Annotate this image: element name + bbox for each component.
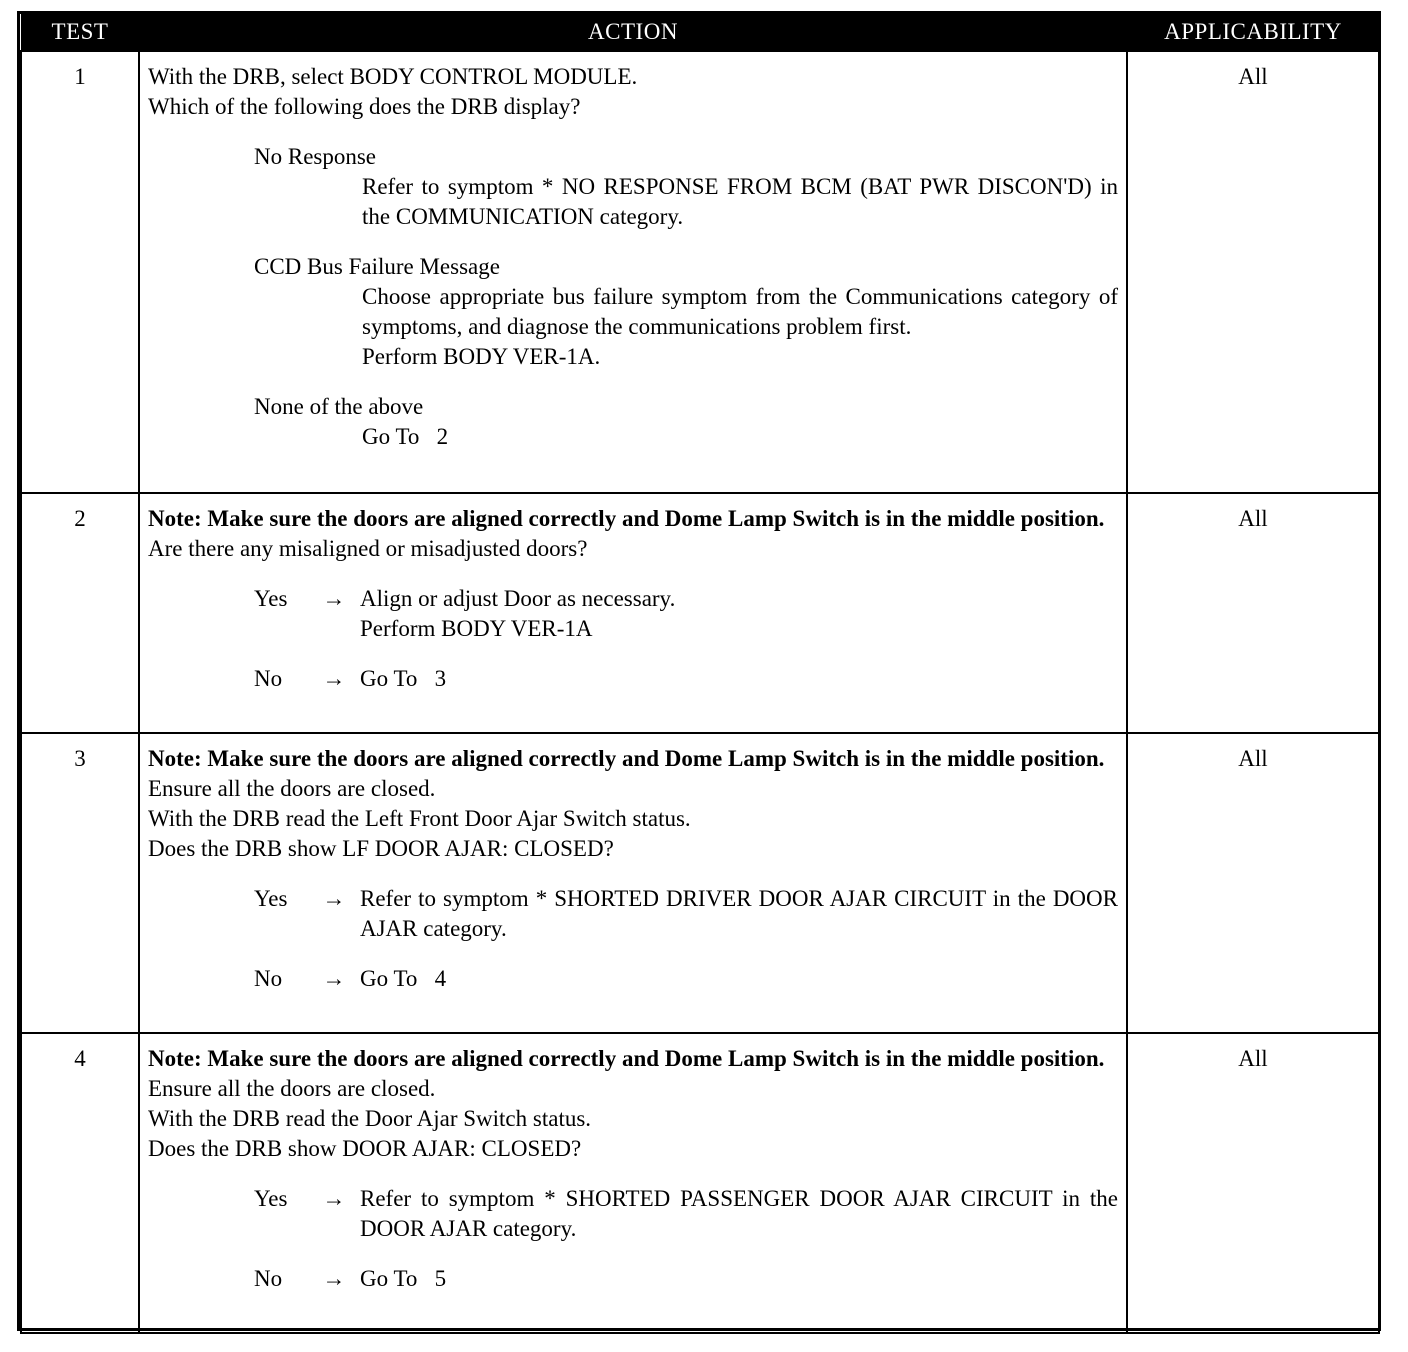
applicability-cell: All [1127, 733, 1379, 1033]
option-label: None of the above [254, 394, 424, 419]
action-line: With the DRB read the Door Ajar Switch status. [148, 1106, 592, 1131]
note-text: Note: Make sure the doors are aligned correctly and Dome Lamp Switch is in the middle position. [148, 746, 1105, 771]
header-row [21, 14, 1379, 51]
test-table [20, 14, 1380, 1334]
action-line: Does the DRB show LF DOOR AJAR: CLOSED? [148, 836, 614, 861]
no-branch [148, 964, 1118, 994]
arrow-icon: → [322, 1266, 346, 1291]
arrow-icon: → [322, 1186, 346, 1211]
action-line: Which of the following does the DRB display? [148, 94, 581, 119]
branch-text: Perform BODY VER-1A [360, 616, 593, 641]
test-number: 3 [21, 733, 139, 1033]
arrow-icon: → [322, 586, 346, 611]
action-cell [139, 1033, 1127, 1333]
test-row-1 [21, 51, 1379, 493]
test-number: 4 [21, 1033, 139, 1333]
arrow-icon: → [322, 666, 346, 691]
action-cell [139, 51, 1127, 493]
action-line: With the DRB read the Left Front Door Ajar Switch status. [148, 806, 691, 831]
option-result: Choose appropriate bus failure symptom from the Communications category of symptoms, and diagnose the communications problem first. [362, 284, 1118, 339]
applicability-cell: All [1127, 1033, 1379, 1333]
yes-label: Yes [254, 886, 288, 911]
header-action: ACTION [139, 14, 1127, 51]
no-branch [148, 1264, 1118, 1294]
action-cell [139, 493, 1127, 733]
applicability-cell: All [1127, 493, 1379, 733]
action-line: Does the DRB show DOOR AJAR: CLOSED? [148, 1136, 582, 1161]
applicability-cell: All [1127, 51, 1379, 493]
option-result: Perform BODY VER-1A. [362, 344, 601, 369]
test-row-2 [21, 493, 1379, 733]
no-label: No [254, 666, 283, 691]
yes-label: Yes [254, 586, 288, 611]
branch-text: Go To 5 [360, 1266, 447, 1291]
yes-branch [148, 884, 1118, 944]
action-line: Ensure all the doors are closed. [148, 1076, 436, 1101]
note-text: Note: Make sure the doors are aligned correctly and Dome Lamp Switch is in the middle position. [148, 1046, 1105, 1071]
test-row-3 [21, 733, 1379, 1033]
action-cell [139, 733, 1127, 1033]
no-label: No [254, 1266, 283, 1291]
option-label: No Response [254, 144, 377, 169]
test-number: 2 [21, 493, 139, 733]
branch-text: Refer to symptom * SHORTED PASSENGER DOOR AJAR CIRCUIT in the DOOR AJAR category. [360, 1186, 1118, 1241]
header-test: TEST [21, 14, 139, 51]
action-line: Are there any misaligned or misadjusted doors? [148, 536, 588, 561]
arrow-icon: → [322, 966, 346, 991]
branch-text: Refer to symptom * SHORTED DRIVER DOOR AJAR CIRCUIT in the DOOR AJAR category. [360, 886, 1118, 941]
no-branch [148, 664, 1118, 694]
action-line: With the DRB, select BODY CONTROL MODULE. [148, 64, 638, 89]
test-row-4 [21, 1033, 1379, 1333]
header-applicability: APPLICABILITY [1127, 14, 1379, 51]
note-text: Note: Make sure the doors are aligned correctly and Dome Lamp Switch is in the middle position. [148, 506, 1105, 531]
no-label: No [254, 966, 283, 991]
branch-text: Go To 4 [360, 966, 447, 991]
yes-branch [148, 1184, 1118, 1244]
arrow-icon: → [322, 886, 346, 911]
option-result: Refer to symptom * NO RESPONSE FROM BCM (BAT PWR DISCON'D) in the COMMUNICATION category. [362, 174, 1118, 229]
yes-label: Yes [254, 1186, 288, 1211]
branch-text: Align or adjust Door as necessary. [360, 586, 676, 611]
diagnostic-procedure-table [17, 11, 1381, 1331]
branch-text: Go To 3 [360, 666, 447, 691]
option-label: CCD Bus Failure Message [254, 254, 500, 279]
test-number: 1 [21, 51, 139, 493]
yes-branch [148, 584, 1118, 644]
option-result: Go To 2 [362, 424, 449, 449]
action-line: Ensure all the doors are closed. [148, 776, 436, 801]
